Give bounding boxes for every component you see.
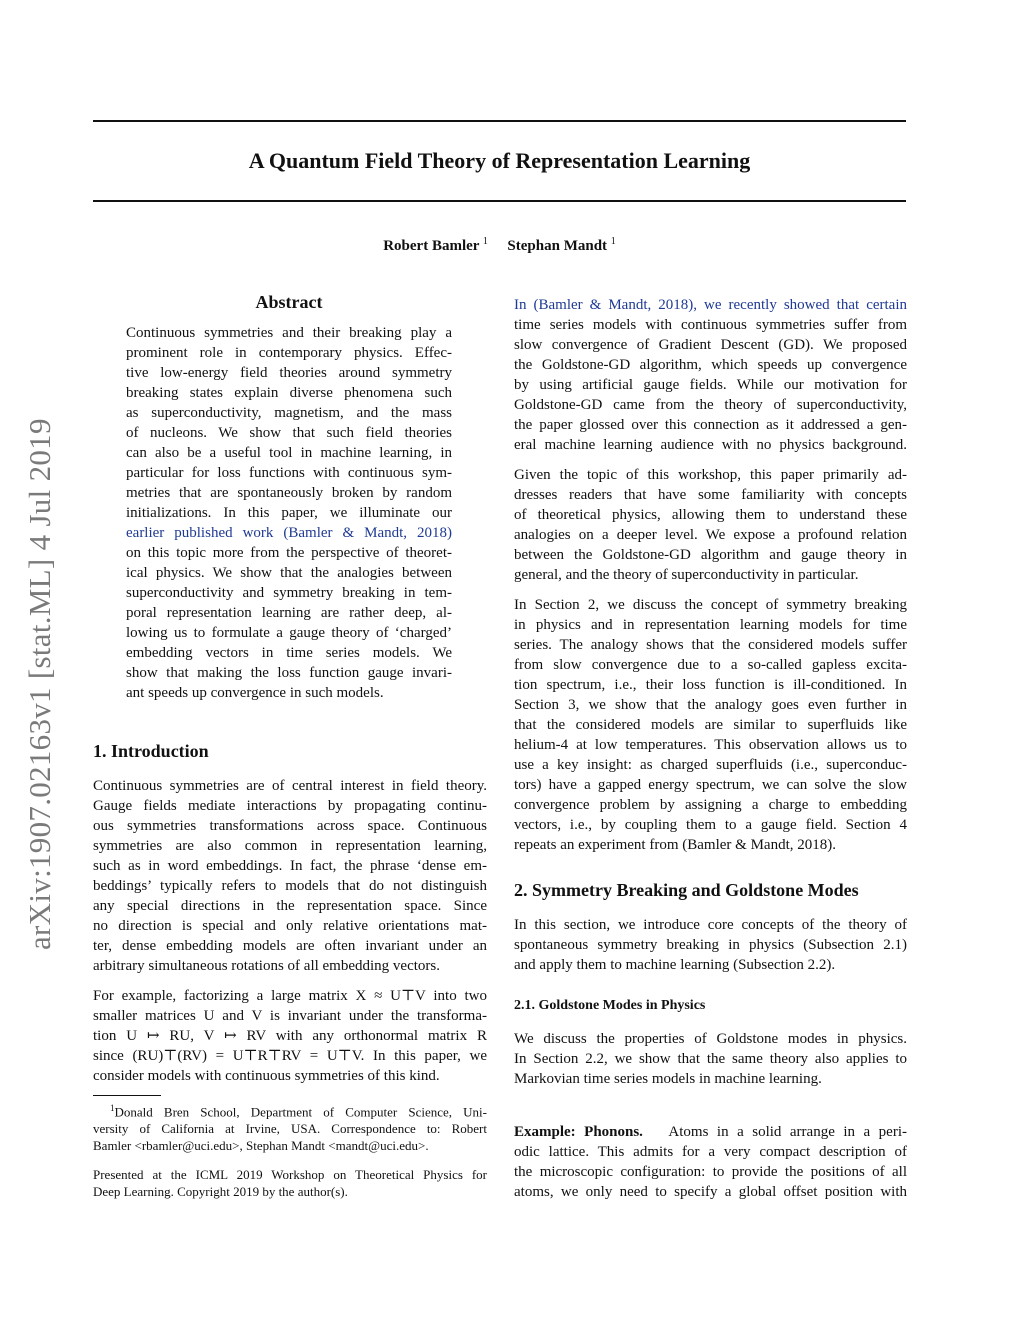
- body-line: in physics and in representation learning models for time: [514, 617, 907, 633]
- author-affiliation-mark: 1: [482, 236, 488, 247]
- body-line: Markovian time series models in machine learning.: [514, 1071, 822, 1087]
- body-line: vectors, i.e., by coupling them to a gauge field. Section 4: [514, 817, 907, 833]
- body-line: tors) have a gapped energy spectrum, we can solve the slow: [514, 777, 907, 793]
- subsection-2-1-heading: 2.1. Goldstone Modes in Physics: [514, 998, 706, 1013]
- abstract-line: particular for loss functions with continuous sym-: [126, 465, 452, 481]
- abstract-line: can also be a useful tool in machine learning, in: [126, 445, 452, 461]
- body-line: slow convergence of Gradient Descent (GD). We proposed: [514, 337, 907, 353]
- body-line: In this section, we introduce core concepts of the theory of: [514, 917, 907, 933]
- abstract-line: initializations. In this paper, we illuminate our: [126, 505, 452, 521]
- arxiv-stamp: arXiv:1907.02163v1 [stat.ML] 4 Jul 2019: [22, 418, 57, 950]
- body-line: tion spectrum, i.e., their loss function is ill-conditioned. In: [514, 677, 907, 693]
- abstract-line: show that making the loss function gauge invari-: [126, 665, 452, 681]
- author-list: [93, 236, 906, 255]
- right-paragraph-3: [514, 595, 907, 855]
- footnote: [93, 1100, 487, 1154]
- body-line: In Section 2.2, we show that the same theory also applies to: [514, 1051, 907, 1067]
- section-2-paragraph: [514, 915, 907, 975]
- abstract-line: breaking states explain diverse phenomena such: [126, 385, 452, 401]
- body-line: analogies on a deeper level. We expose a profound relation: [514, 527, 907, 543]
- body-line: that the considered models are similar to superfluids like: [514, 717, 907, 733]
- body-line: from slow convergence due to a so-called gapless excita-: [514, 657, 907, 673]
- example-phonons-paragraph: [514, 1122, 907, 1202]
- body-line: the Goldstone-GD algorithm, which speeds up convergence: [514, 357, 907, 373]
- footnote-line: Donald Bren School, Department of Computer Science, Uni-: [114, 1104, 487, 1120]
- abstract-line: embedding vectors in time series models. We: [126, 645, 452, 661]
- abstract-line: superconductivity and symmetry breaking in tem-: [126, 585, 452, 601]
- author-name: Stephan Mandt: [507, 238, 608, 254]
- title-bottom-rule: [93, 200, 906, 202]
- intro-line: no direction is special and only relative orientations mat-: [93, 918, 487, 934]
- intro-line: any special directions in the representation space. Since: [93, 898, 487, 914]
- body-line: spontaneous symmetry breaking in physics (Subsection 2.1): [514, 937, 907, 953]
- body-line: use a key insight: as charged superfluids (i.e., superconduc-: [514, 757, 907, 773]
- body-line: the paper glossed over this connection as it addressed a gen-: [514, 417, 907, 433]
- intro-paragraph-2: [93, 986, 487, 1086]
- intro-line: Continuous symmetries are of central interest in field theory.: [93, 778, 487, 794]
- abstract-line-citation[interactable]: earlier published work (Bamler & Mandt, 2018): [126, 525, 452, 541]
- paper-title: A Quantum Field Theory of Representation Learning: [248, 148, 751, 173]
- intro-line: smaller matrices U and V is invariant under the transforma-: [93, 1008, 487, 1024]
- body-line: Atoms in a solid arrange in a peri-: [668, 1124, 907, 1140]
- intro-line: beddings’ typically refers to models that do not distinguish: [93, 878, 487, 894]
- intro-line: since (RU)⊤(RV) = U⊤R⊤RV = U⊤V. In this paper, we: [93, 1048, 487, 1064]
- body-line: We discuss the properties of Goldstone modes in physics.: [514, 1031, 907, 1047]
- intro-paragraph-1: [93, 776, 487, 976]
- footnote-rule: [93, 1095, 161, 1096]
- footnote-mark: 1: [110, 1103, 115, 1113]
- body-line: convergence problem by assigning a charge to embedding: [514, 797, 907, 813]
- presented-line: Deep Learning. Copyright 2019 by the author(s).: [93, 1184, 348, 1199]
- body-line: Goldstone-GD came from the theory of superconductivity,: [514, 397, 907, 413]
- body-line: atoms, we only need to specify a global offset position with: [514, 1184, 907, 1200]
- presented-note: [93, 1166, 487, 1200]
- author-name: Robert Bamler: [383, 238, 480, 254]
- intro-line: ter, dense embedding models are often invariant under an: [93, 938, 487, 954]
- section-2-heading: 2. Symmetry Breaking and Goldstone Modes: [514, 880, 859, 900]
- abstract-line: Continuous symmetries and their breaking play a: [126, 325, 452, 341]
- body-line: time series models with continuous symmetries suffer from: [514, 317, 907, 333]
- body-line: general, and the theory of superconductivity in particular.: [514, 567, 859, 583]
- body-line: dresses readers that have some familiarity with concepts: [514, 487, 907, 503]
- body-line: In Section 2, we discuss the concept of symmetry breaking: [514, 597, 907, 613]
- subsection-2-1-paragraph: [514, 1029, 907, 1089]
- abstract-heading: Abstract: [255, 292, 323, 312]
- abstract-line: tive low-energy field theories around symmetry: [126, 365, 452, 381]
- body-line: helium-4 at low temperatures. This observation allows us to: [514, 737, 907, 753]
- intro-line: such as in word embeddings. In fact, the phrase ‘dense em-: [93, 858, 487, 874]
- abstract-line: poral representation learning are rather deep, al-: [126, 605, 452, 621]
- abstract-line: ant speeds up convergence in such models.: [126, 685, 384, 701]
- body-line: Section 3, we show that the analogy goes even further in: [514, 697, 907, 713]
- abstract-line: prominent role in contemporary physics. Effec-: [126, 345, 452, 361]
- title-top-rule: [93, 120, 906, 122]
- body-line: odic lattice. This admits for a very compact description of: [514, 1144, 907, 1160]
- intro-heading: 1. Introduction: [93, 741, 209, 761]
- intro-line: consider models with continuous symmetries of this kind.: [93, 1068, 440, 1084]
- abstract-body: [126, 323, 452, 703]
- intro-line: For example, factorizing a large matrix X ≈ U⊤V into two: [93, 988, 487, 1004]
- abstract-line: ical physics. We show that the analogies between: [126, 565, 452, 581]
- footnote-line: Bamler <rbamler@uci.edu>, Stephan Mandt <mandt@uci.edu>.: [93, 1138, 429, 1154]
- author-affiliation-mark: 1: [610, 236, 616, 247]
- abstract-line: of nucleons. We show that such field theories: [126, 425, 452, 441]
- body-line: series. The analogy shows that the considered models suffer: [514, 637, 907, 653]
- right-paragraph-1: [514, 295, 907, 455]
- body-line: of theoretical physics, allowing them to understand these: [514, 507, 907, 523]
- body-line: and apply them to machine learning (Subsection 2.2).: [514, 957, 836, 973]
- intro-line: symmetries are also common in representation learning,: [93, 838, 487, 854]
- presented-line: Presented at the ICML 2019 Workshop on Theoretical Physics for: [93, 1167, 487, 1182]
- abstract-line: lowing us to formulate a gauge theory of ‘charged’: [126, 625, 452, 641]
- body-line-citation[interactable]: In (Bamler & Mandt, 2018), we recently showed that certain: [514, 297, 907, 313]
- intro-line: tion U ↦ RU, V ↦ RV with any orthonormal matrix R: [93, 1028, 487, 1044]
- abstract-line: metries that are spontaneously broken by random: [126, 485, 452, 501]
- footnote-line: versity of California at Irvine, USA. Correspondence to: Robert: [93, 1121, 487, 1137]
- body-line: eral machine learning audience with no physics background.: [514, 437, 907, 453]
- right-paragraph-2: [514, 465, 907, 585]
- body-line: the microscopic configuration: to provide the positions of all: [514, 1164, 907, 1180]
- example-label: Example: Phonons.: [514, 1124, 643, 1140]
- abstract-line: as superconductivity, magnetism, and the mass: [126, 405, 452, 421]
- abstract-line: on this topic more from the perspective of theoret-: [126, 545, 452, 561]
- intro-line: Gauge fields mediate interactions by propagating continu-: [93, 798, 487, 814]
- body-line: between the Goldstone-GD algorithm and gauge theory in: [514, 547, 907, 563]
- intro-line: arbitrary simultaneous rotations of all embedding vectors.: [93, 958, 440, 974]
- body-line: Given the topic of this workshop, this paper primarily ad-: [514, 467, 907, 483]
- body-line-citation: repeats an experiment from (Bamler & Mandt, 2018).: [514, 837, 836, 853]
- body-line: by using artificial gauge fields. While our motivation for: [514, 377, 907, 393]
- intro-line: ous symmetries transformations across space. Continuous: [93, 818, 487, 834]
